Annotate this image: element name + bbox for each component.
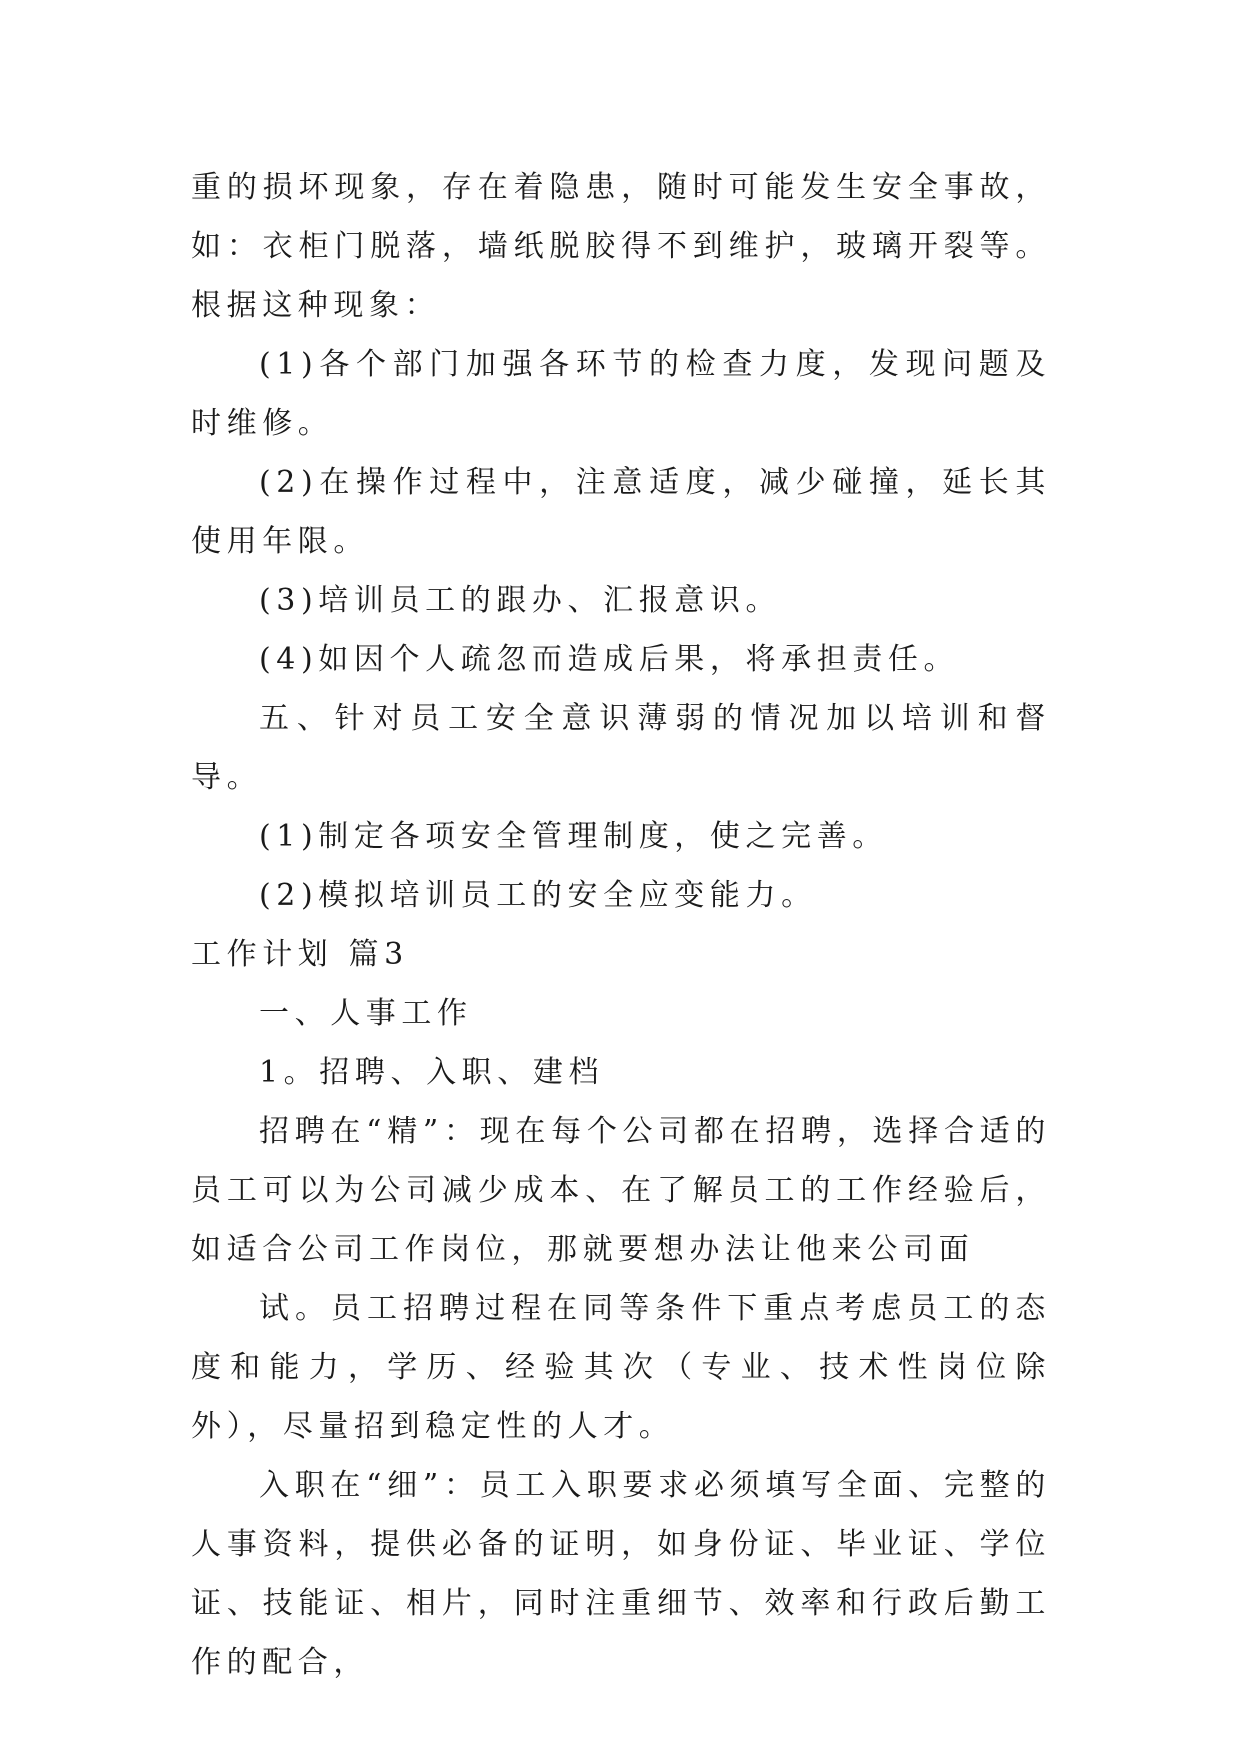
paragraph: 入职在“细”：员工入职要求必须填写全面、完整的人事资料，提供必备的证明，如身份证、毕业证、学位证、技能证、相片，同时注重细节、效率和行政后勤工作的配合， xyxy=(191,1468,1051,1680)
paragraph: 五、针对员工安全意识薄弱的情况加以培训和督导。 xyxy=(191,701,1051,795)
paragraph: 1。招聘、入职、建档 xyxy=(259,1055,605,1090)
paragraph: (3)培训员工的跟办、汇报意识。 xyxy=(259,583,782,618)
paragraph: (4)如因个人疏忽而造成后果，将承担责任。 xyxy=(259,642,960,677)
paragraph: 招聘在“精”：现在每个公司都在招聘，选择合适的员工可以为公司减少成本、在了解员工的工作经验后，如适合公司工作岗位，那就要想办法让他来公司面 xyxy=(191,1114,1051,1267)
paragraph: 重的损坏现象，存在着隐患，随时可能发生安全事故，如：衣柜门脱落，墙纸脱胶得不到维护，玻璃开裂等。根据这种现象： xyxy=(191,170,1051,323)
section-heading: 工作计划 篇3 xyxy=(191,937,409,972)
paragraph: (2)模拟培训员工的安全应变能力。 xyxy=(259,878,817,913)
document-page xyxy=(191,158,1051,1692)
paragraph: (1)制定各项安全管理制度，使之完善。 xyxy=(259,819,888,854)
paragraph: (1)各个部门加强各环节的检查力度，发现问题及时维修。 xyxy=(191,347,1051,441)
paragraph: 试。员工招聘过程在同等条件下重点考虑员工的态度和能力，学历、经验其次（专业、技术性岗位除外），尽量招到稳定性的人才。 xyxy=(191,1291,1051,1444)
paragraph: 一、人事工作 xyxy=(259,996,473,1031)
paragraph: (2)在操作过程中，注意适度，减少碰撞，延长其使用年限。 xyxy=(191,465,1051,559)
